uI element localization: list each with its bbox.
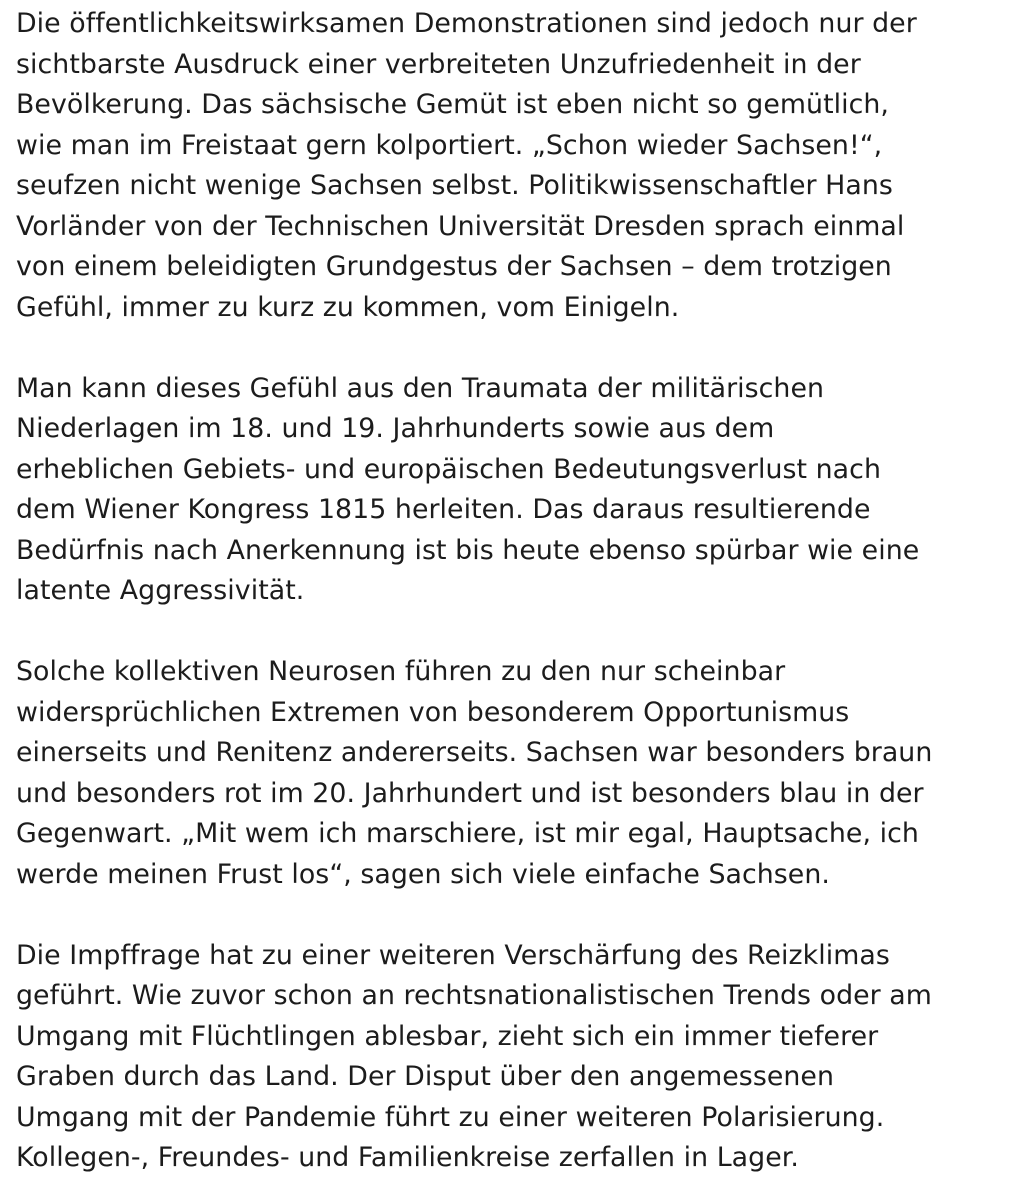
paragraph-3: Solche kollektiven Neurosen führen zu den nur scheinbar widersprüchlichen Extremen von besonderem Opportunismus einerseits und Renitenz andererseits. Sachsen war besonders braun und besonders rot im 20. Jahrhundert und ist besonders blau in der Gegenwart. „Mit wem ich marschiere, ist mir egal, Hauptsache, ich werde meinen Frust los“, sagen sich viele einfache Sachsen. — [16, 656, 933, 890]
paragraph-1: Die öffentlichkeitswirksamen Demonstrationen sind jedoch nur der sichtbarste Ausdruck einer verbreiteten Unzufriedenheit in der Bevölkerung. Das sächsische Gemüt ist eben nicht so gemütlich, wie man im Freistaat gern kolportiert. „Schon wieder Sachsen!“, seufzen nicht wenige Sachsen selbst. Politikwissenschaftler Hans Vorländer von der Technischen Universität Dresden sprach einmal von einem beleidigten Grundgestus der Sachsen – dem trotzigen Gefühl, immer zu kurz zu kommen, vom Einigeln. — [16, 8, 917, 323]
paragraph-2: Man kann dieses Gefühl aus den Traumata der militärischen Niederlagen im 18. und 19. Jahrhunderts sowie aus dem erheblichen Gebiets- und europäischen Bedeutungsverlust nach dem Wiener Kongress 1815 herleiten. Das daraus resultierende Bedürfnis nach Anerkennung ist bis heute ebenso spürbar wie eine latente Aggressivität. — [16, 372, 920, 606]
paragraph-4: Die Impffrage hat zu einer weiteren Verschärfung des Reizklimas geführt. Wie zuvor schon an rechtsnationalistischen Trends oder am Umgang mit Flüchtlingen ablesbar, zieht sich ein immer tieferer Graben durch das Land. Der Disput über den angemessenen Umgang mit der Pandemie führt zu einer weiteren Polarisierung. Kollegen-, Freundes- und Familienkreise zerfallen in Lager. — [16, 939, 932, 1173]
